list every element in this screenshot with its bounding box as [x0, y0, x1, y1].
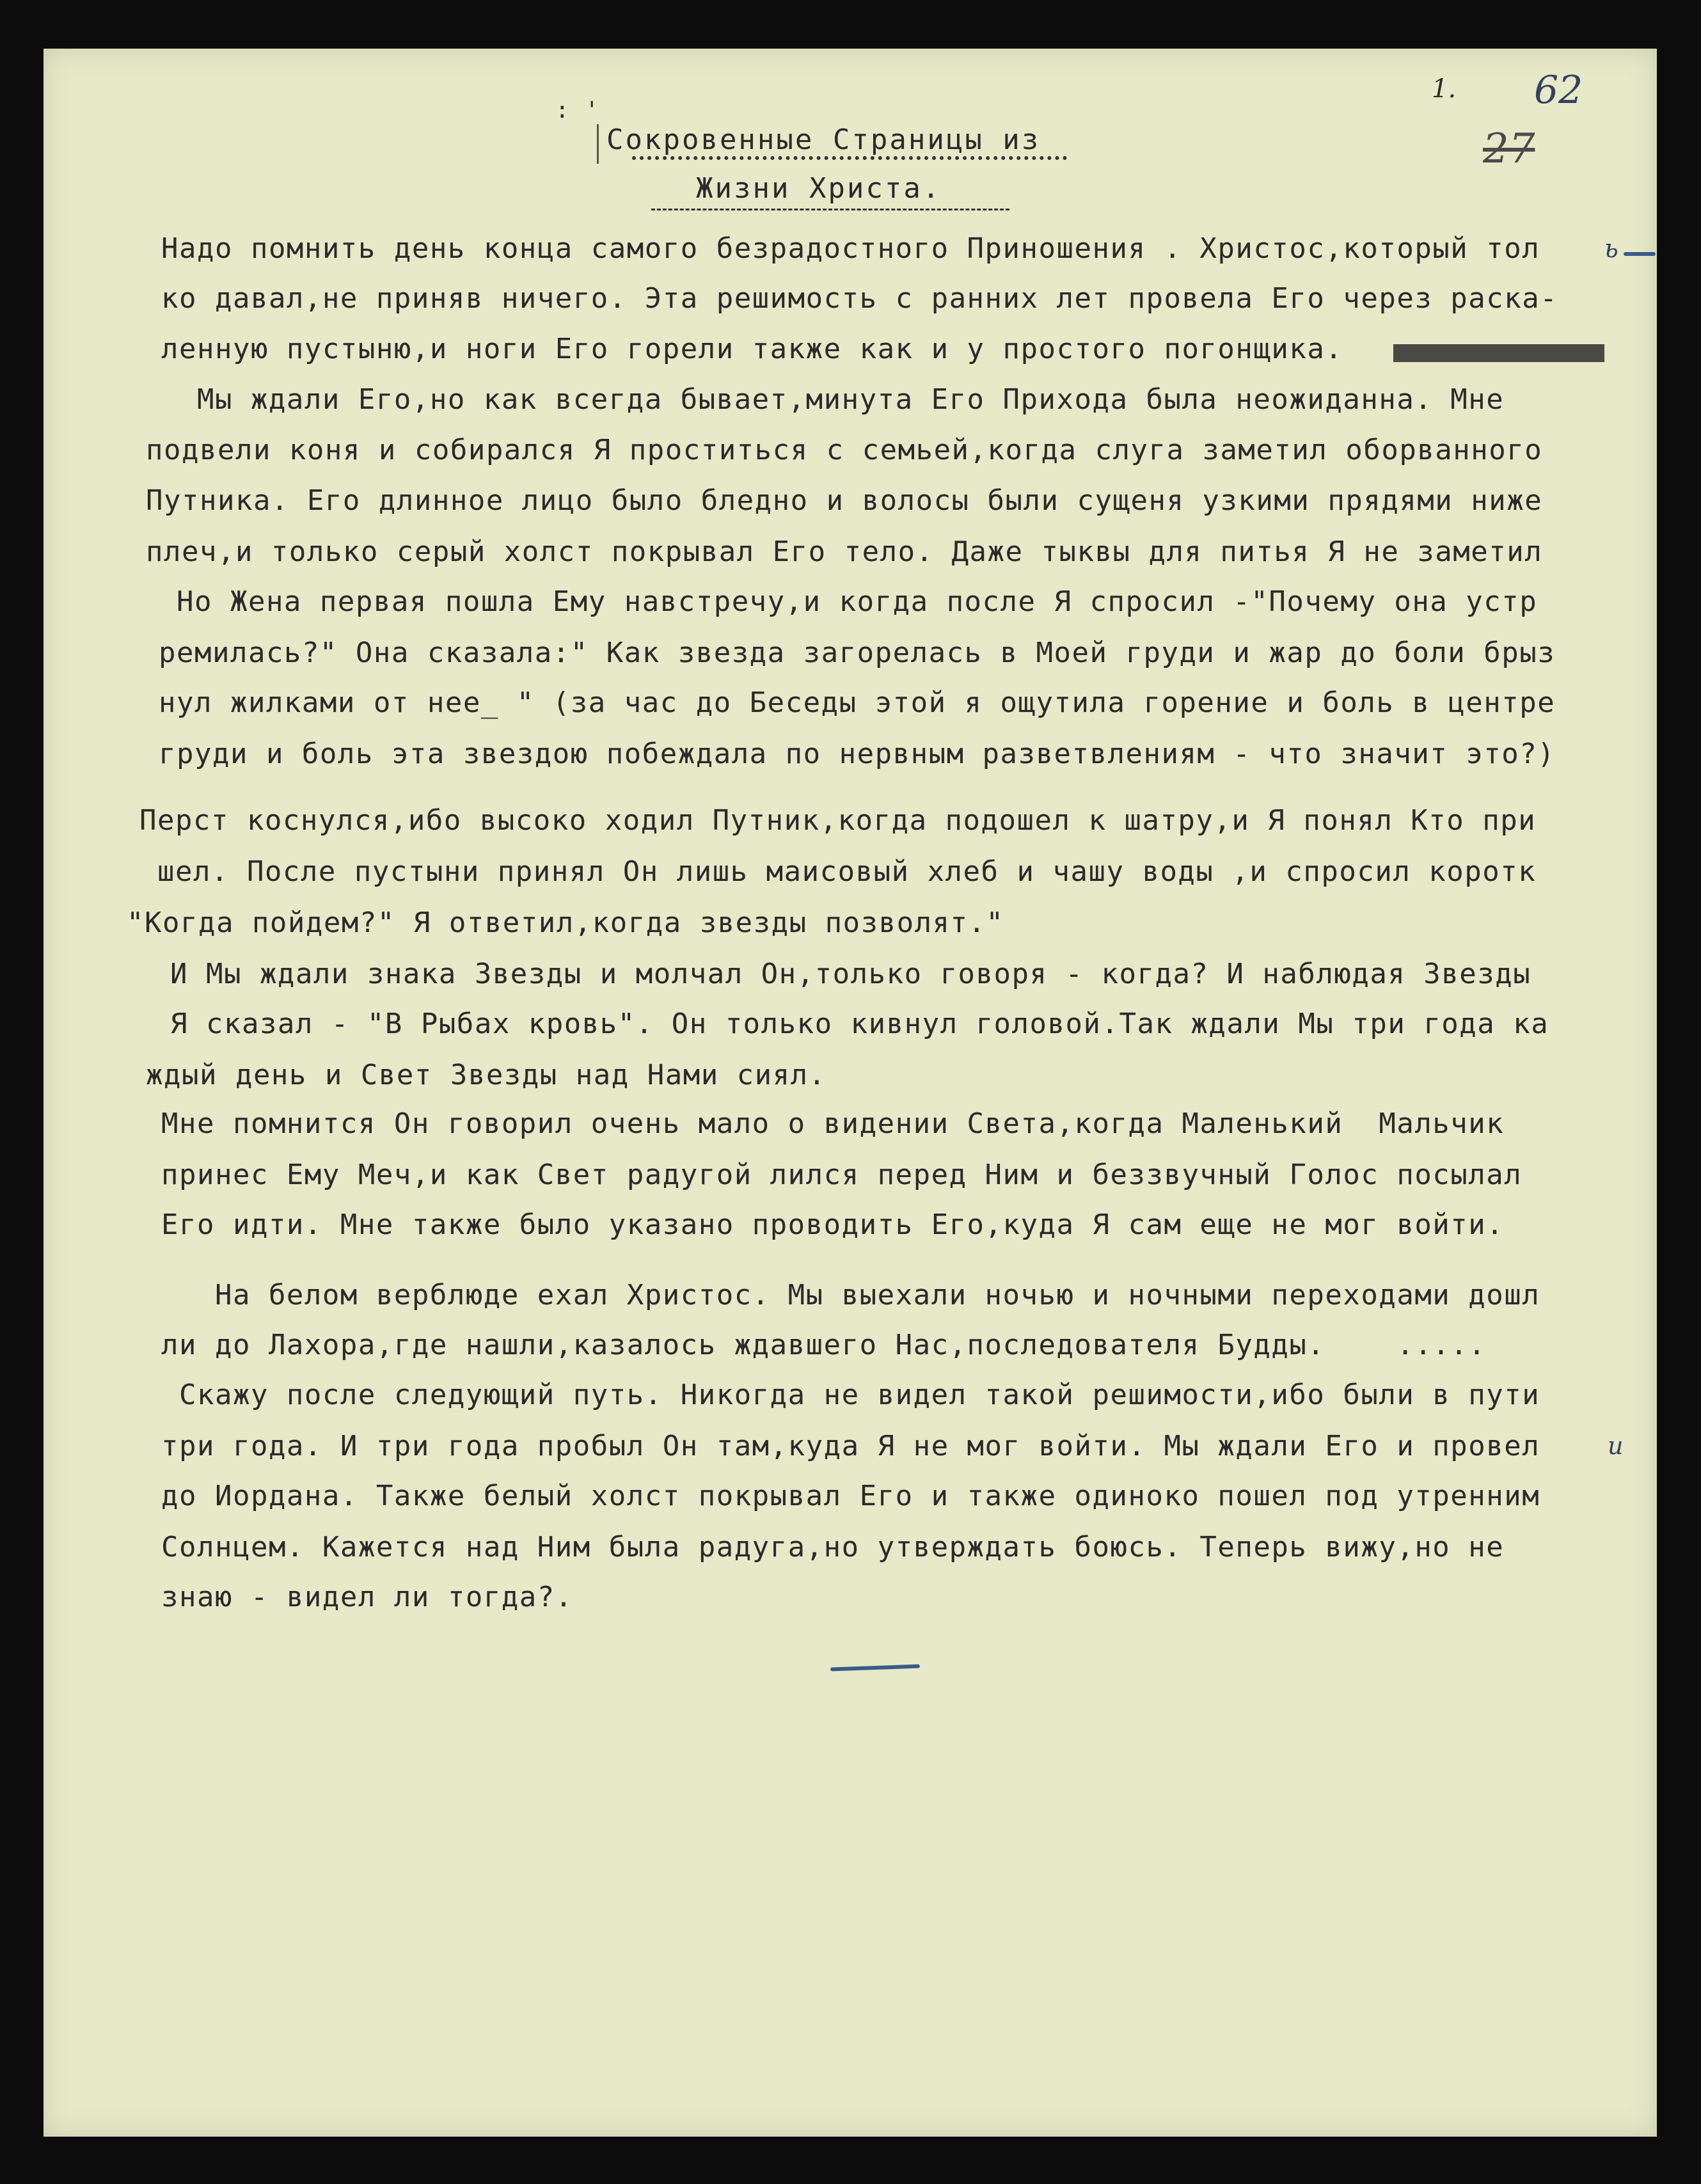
margin-dash-mark — [1624, 252, 1656, 256]
text-line: Солнцем. Кажется над Ним была радуга,но утверждать боюсь. Теперь вижу,но не — [161, 1531, 1505, 1563]
text-line: груди и боль эта звездою побеждала по нервным разветвлениям - что значит это?) — [159, 738, 1556, 770]
margin-note-letter: ь — [1604, 234, 1618, 264]
page-number: 62 — [1534, 68, 1583, 113]
text-line: нул жилками от нее_ " (за час до Беседы этой я ощутила горение и боль в центре — [159, 686, 1556, 719]
title-line-1: Сокровенные Страницы из — [606, 123, 1041, 156]
text-line: знаю - видел ли тогда?. — [161, 1581, 573, 1613]
text-line: "Когда пойдем?" Я ответил,когда звезды позволят." — [127, 906, 1004, 939]
text-line: Надо помнить день конца самого безрадостного Приношения . Христос,который тол — [161, 232, 1540, 265]
text-line: Но Жена первая пошла Ему навстречу,и когда после Я спросил -"Почему она устр — [159, 585, 1538, 618]
text-line: ремилась?" Она сказала:" Как звезда загорелась в Моей груди и жар до боли брыз — [159, 637, 1556, 669]
text-line: Перст коснулся,ибо высоко ходил Путник,когда подошел к шатру,и Я понял Кто при — [139, 804, 1537, 837]
text-line: На белом верблюде ехал Христос. Мы выехали ночью и ночными переходами дошл — [161, 1279, 1540, 1311]
title-underline — [651, 209, 1009, 210]
text-line: Его идти. Мне также было указано проводить Его,куда Я сам еще не мог войти. — [161, 1208, 1505, 1241]
text-line: до Иордана. Также белый холст покрывал Его и также одиноко пошел под утренним — [161, 1480, 1540, 1512]
text-line: Мы ждали Его,но как всегда бывает,минута Его Прихода была неожиданна. Мне — [161, 383, 1505, 416]
text-line: ли до Лахора,где нашли,казалось ждавшего Нас,последователя Будды. ..... — [161, 1329, 1487, 1361]
text-line: И Мы ждали знака Звезды и молчал Он,только говоря - когда? И наблюдая Звезды — [152, 958, 1531, 990]
text-line: ждый день и Свет Звезды над Нами сиял. — [146, 1059, 827, 1091]
text-line: ко давал,не приняв ничего. Эта решимость с ранних лет провела Его через раска- — [161, 282, 1558, 315]
document-sheet — [44, 49, 1657, 2137]
text-line: подвели коня и собирался Я проститься с семьей,когда слуга заметил оборванного — [146, 434, 1543, 466]
title-margin-bar — [597, 124, 599, 164]
text-line: Мне помнится Он говорил очень мало о видении Света,когда Маленький Мальчик — [161, 1107, 1505, 1140]
text-line: три года. И три года пробыл Он там,куда Я не мог войти. Мы ждали Его и провел — [161, 1430, 1540, 1462]
margin-note-letter: и — [1608, 1432, 1624, 1460]
struck-page-number: 27 — [1483, 125, 1535, 173]
text-line: Я сказал - "В Рыбах кровь". Он только кивнул головой.Так ждали Мы три года ка — [152, 1008, 1549, 1040]
text-line: шел. После пустыни принял Он лишь маисовый хлеб и чашу воды ,и спросил коротк — [139, 855, 1537, 888]
text-line: принес Ему Меч,и как Свет радугой лился перед Ним и беззвучный Голос посылал — [161, 1159, 1523, 1191]
text-line: ленную пустыню,и ноги Его горели также как и у простого погонщика. — [161, 333, 1361, 365]
typed-strikeout — [1393, 344, 1604, 362]
top-marks: : ' — [555, 97, 600, 123]
text-line: плеч,и только серый холст покрывал Его тело. Даже тыквы для питья Я не заметил — [146, 535, 1543, 568]
title-line-2: Жизни Христа. — [696, 172, 942, 205]
text-line: Скажу после следующий путь. Никогда не видел такой решимости,ибо были в пути — [161, 1379, 1540, 1411]
text-line: Путника. Его длинное лицо было бледно и волосы были сущеня узкими прядями ниже — [146, 484, 1543, 517]
title-dotted-underline — [632, 156, 1067, 160]
folio-number: 1. — [1432, 74, 1457, 104]
end-dash-mark — [830, 1665, 920, 1672]
